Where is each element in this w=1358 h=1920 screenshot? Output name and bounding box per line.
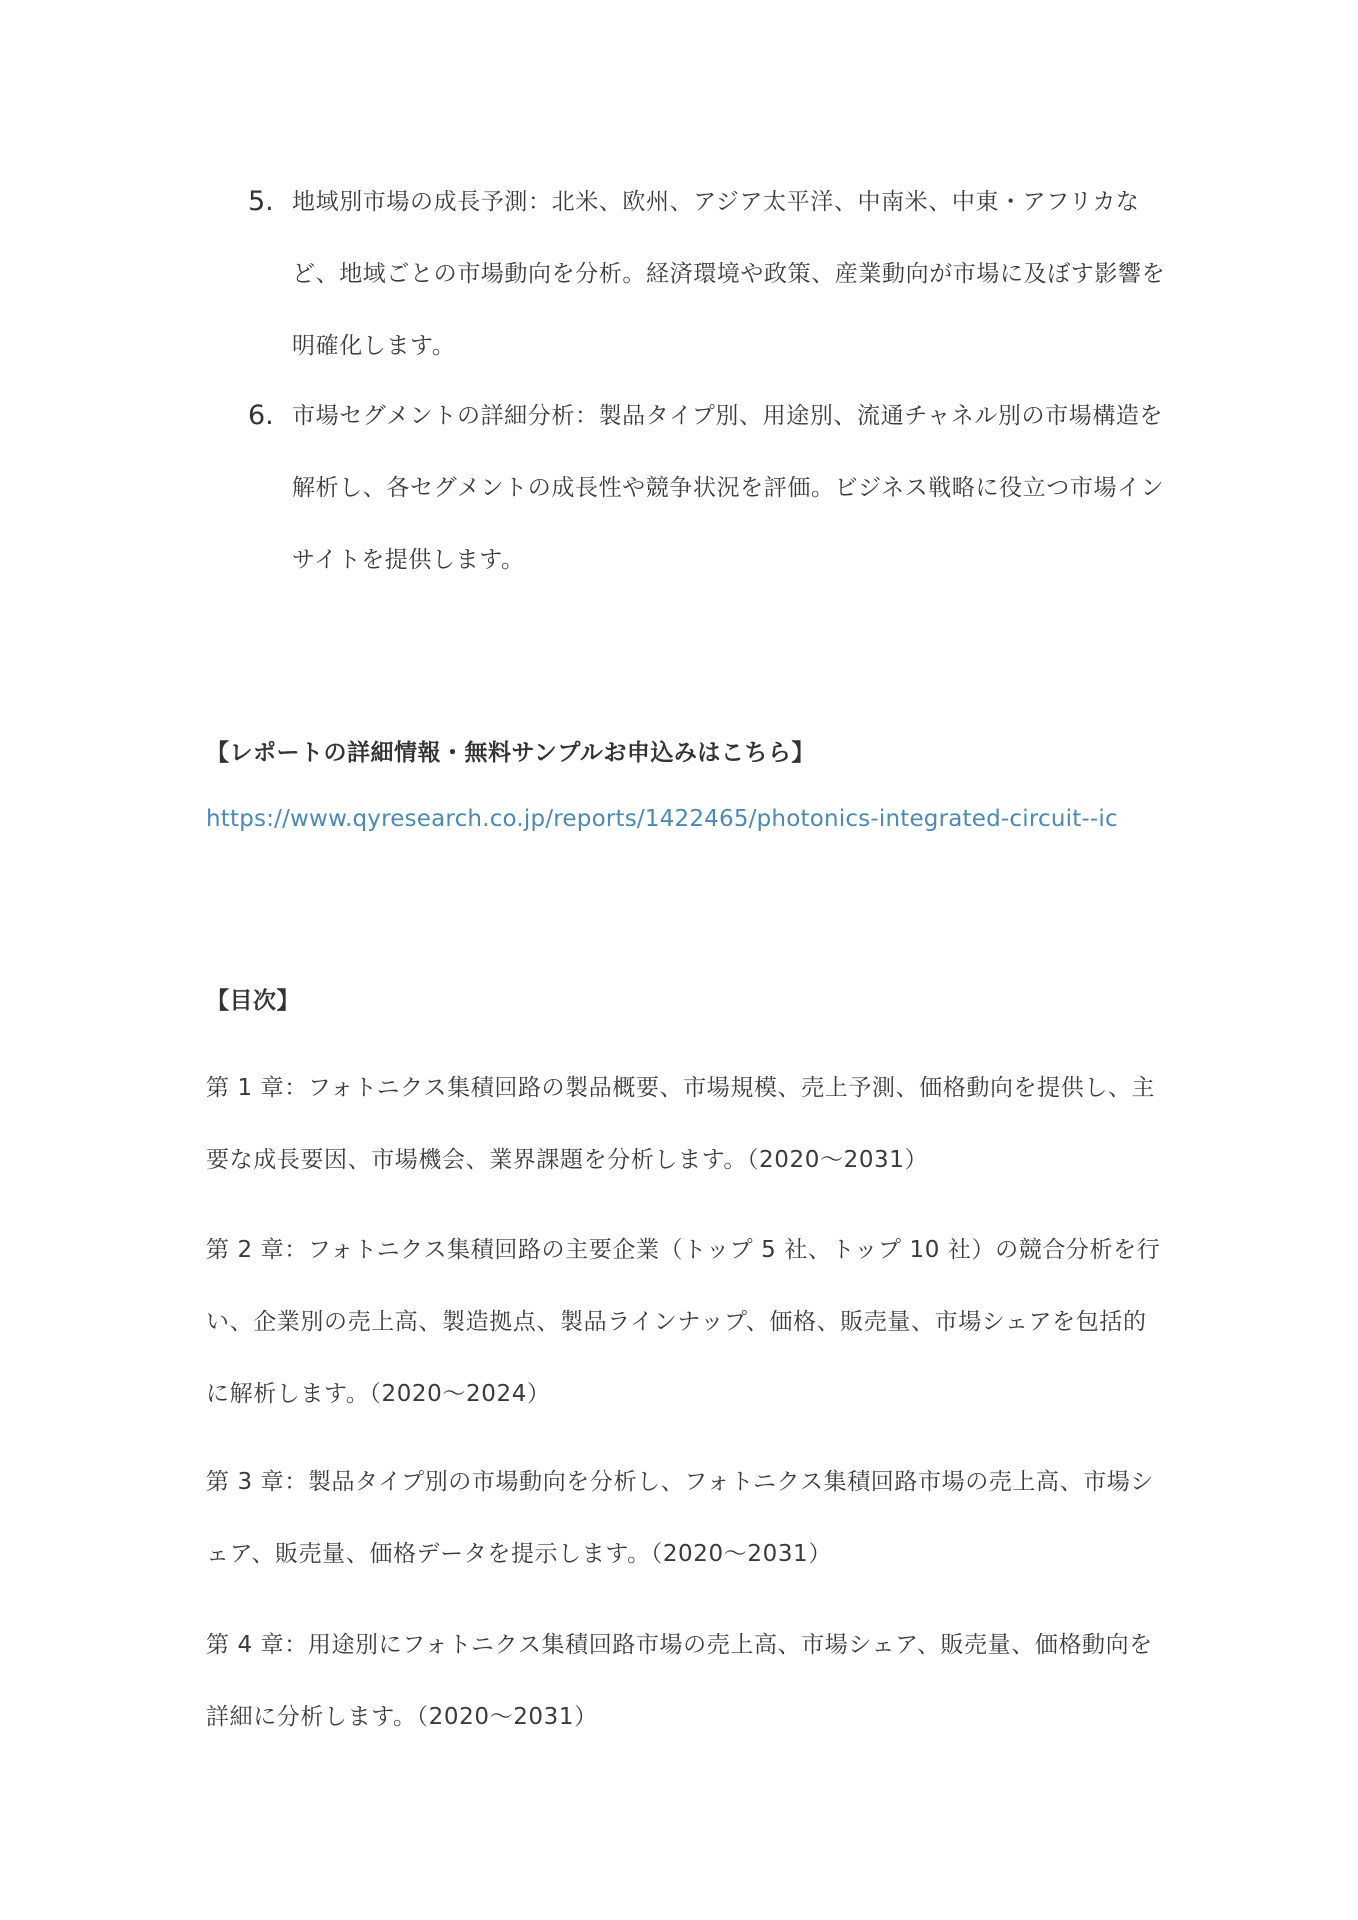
report-link[interactable]: https://www.qyresearch.co.jp/reports/1422465/photonics-integrated-circuit--ic xyxy=(206,806,1118,832)
toc-heading: 【目次】 xyxy=(206,988,300,1014)
toc-chapter-2: 第 2 章：フォトニクス集積回路の主要企業（トップ 5 社、トップ 10 社）の競合分析を行い、企業別の売上高、製造拠点、製品ラインナップ、価格、販売量、市場シェアを包括的に解析します。（2020～2024） xyxy=(206,1237,1161,1407)
toc-chapter-3: 第 3 章：製品タイプ別の市場動向を分析し、フォトニクス集積回路市場の売上高、市場シェア、販売量、価格データを提示します。（2020～2031） xyxy=(206,1469,1155,1567)
toc-chapter-1: 第 1 章：フォトニクス集積回路の製品概要、市場規模、売上予測、価格動向を提供し、主要な成長要因、市場機会、業界課題を分析します。（2020～2031） xyxy=(206,1075,1156,1173)
list-text: 市場セグメントの詳細分析：製品タイプ別、用途別、流通チャネル別の市場構造を解析し、各セグメントの成長性や競争状況を評価。ビジネス戦略に役立つ市場インサイトを提供します。 xyxy=(292,403,1165,573)
list-text: 地域別市場の成長予測：北米、欧州、アジア太平洋、中南米、中東・アフリカなど、地域ごとの市場動向を分析。経済環境や政策、産業動向が市場に及ぼす影響を明確化します。 xyxy=(292,189,1166,359)
list-number: 5. xyxy=(248,186,274,217)
list-number: 6. xyxy=(248,400,274,431)
report-heading: 【レポートの詳細情報・無料サンプルお申込みはこちら】 xyxy=(206,740,815,766)
toc-chapter-4: 第 4 章：用途別にフォトニクス集積回路市場の売上高、市場シェア、販売量、価格動向を詳細に分析します。（2020～2031） xyxy=(206,1632,1153,1730)
